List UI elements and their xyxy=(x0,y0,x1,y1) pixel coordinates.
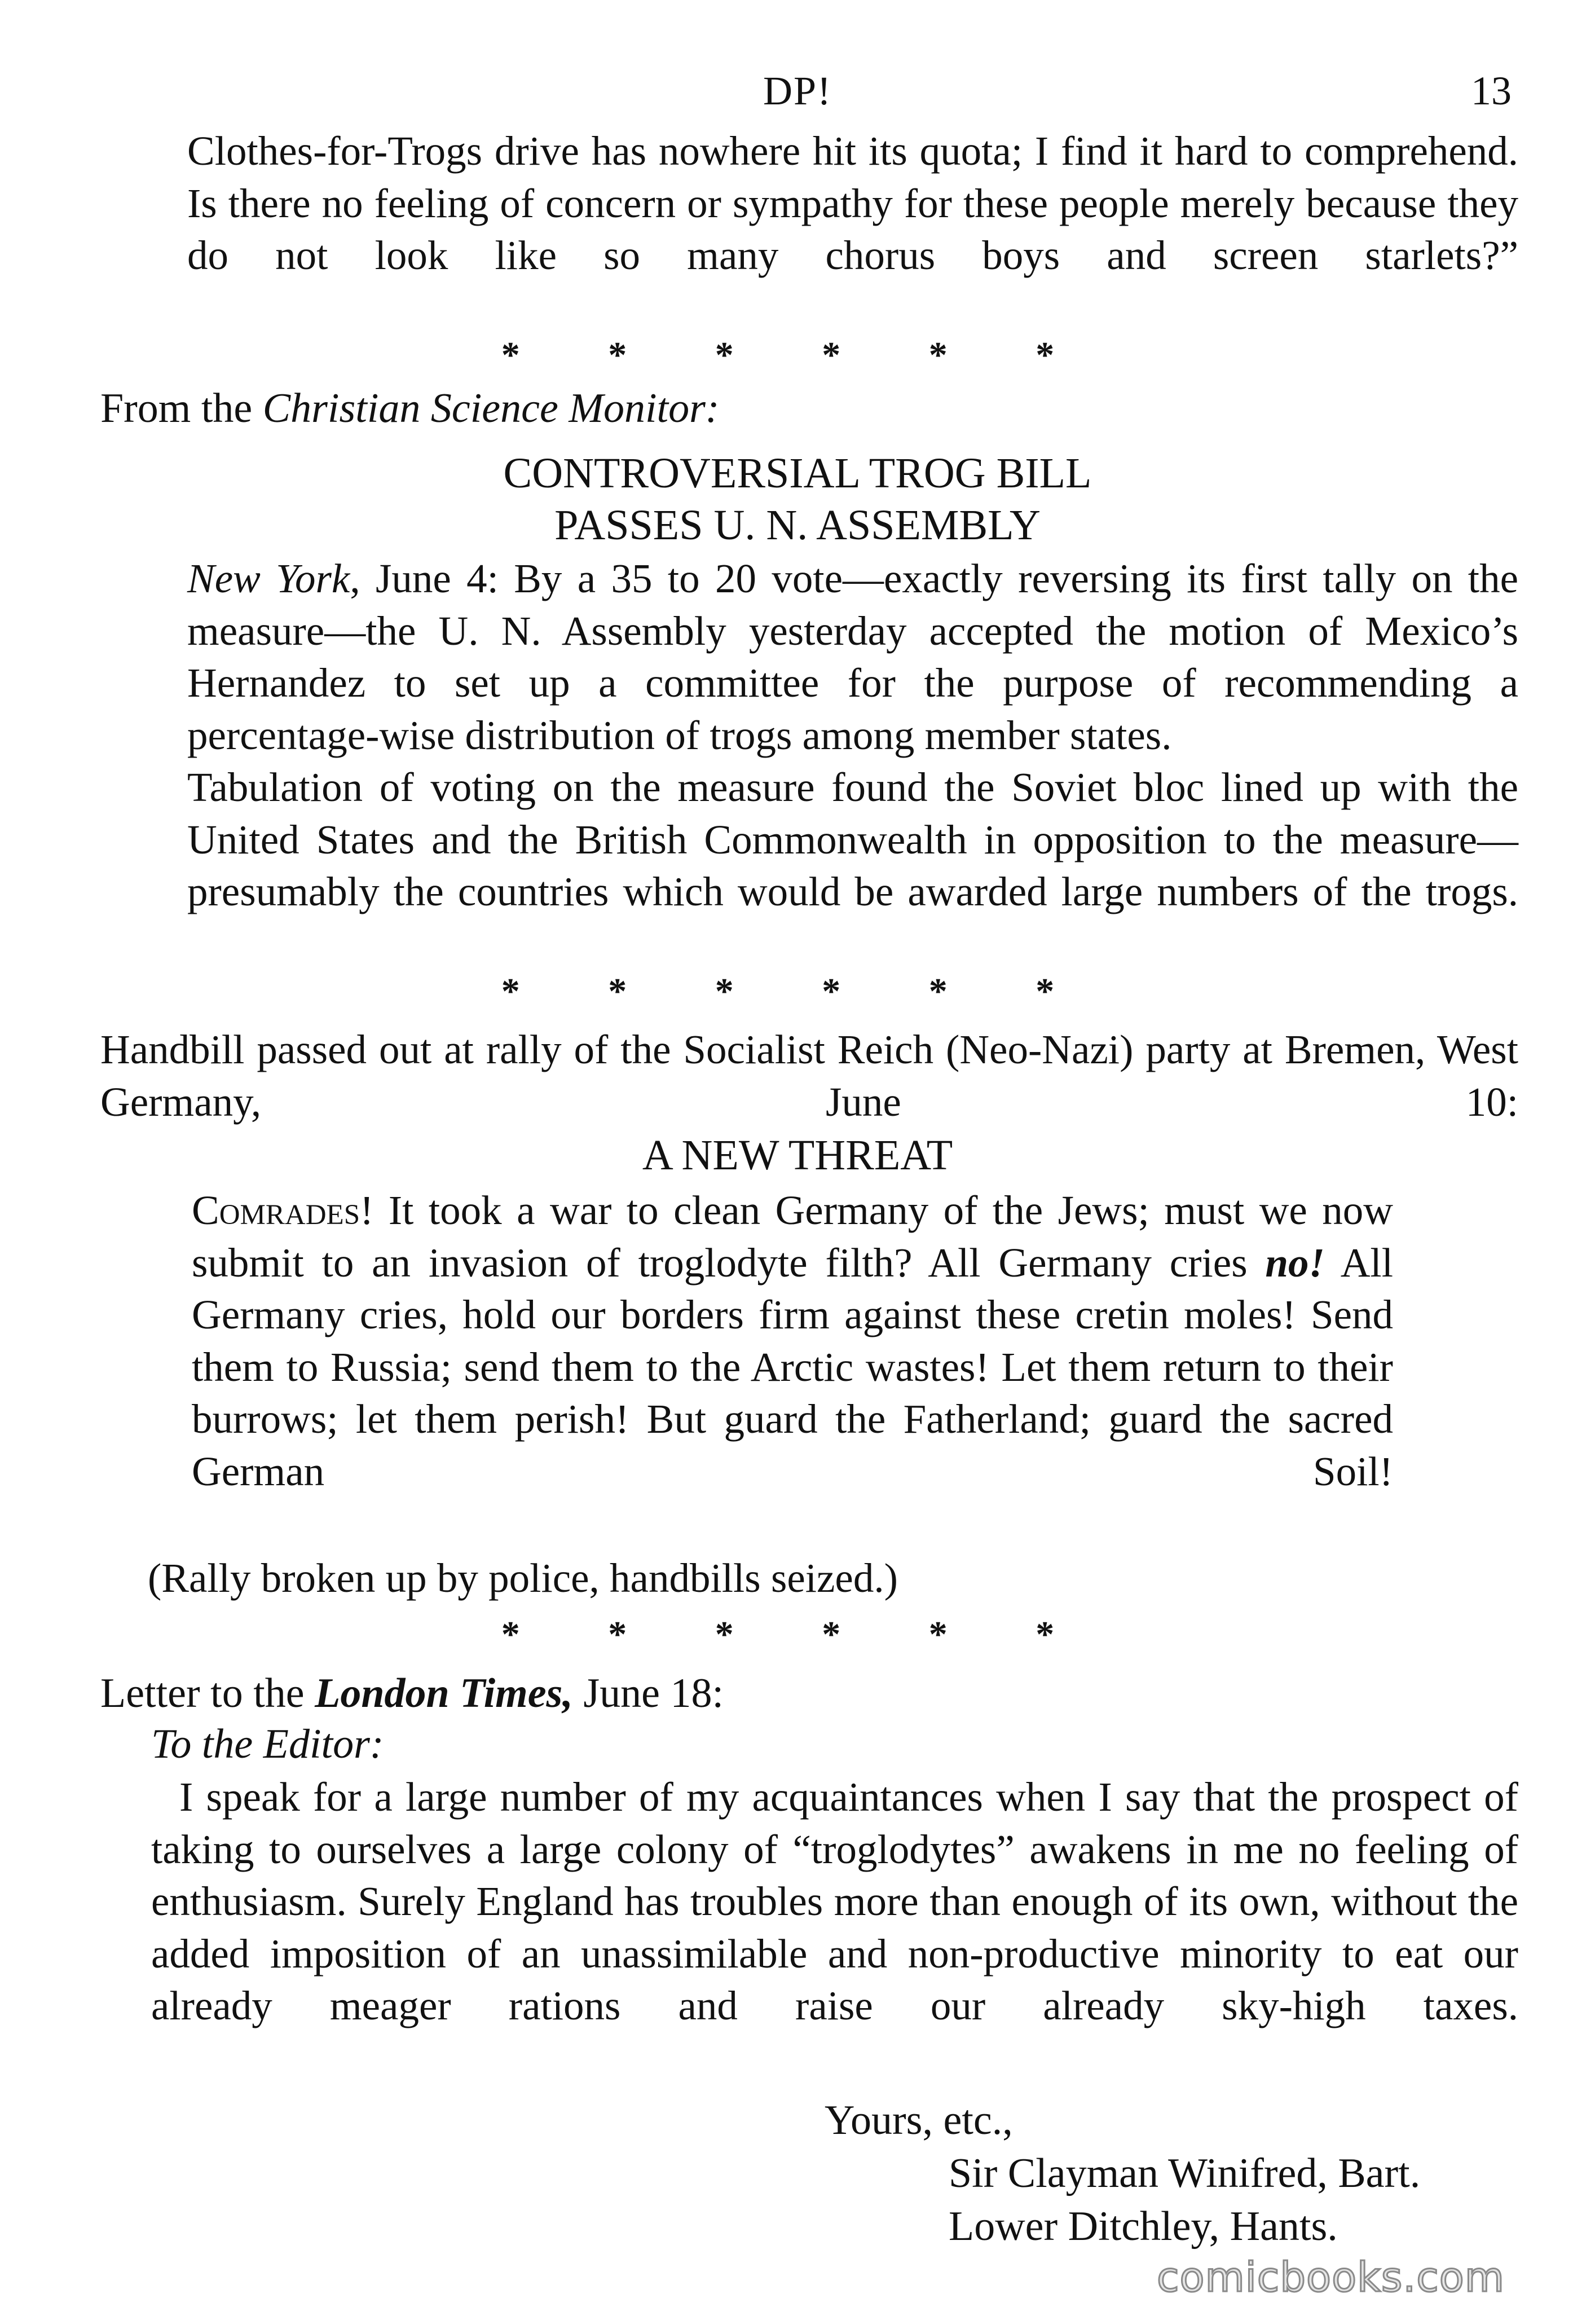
opening-paragraph xyxy=(187,125,1518,334)
section-separator: * * * * * * xyxy=(501,334,1094,376)
letter-closing: Yours, etc., xyxy=(825,2097,1013,2143)
times-source-prefix: Letter to the xyxy=(100,1670,315,1716)
monitor-source-name: Christian Science Monitor: xyxy=(262,385,720,432)
handbill-intro-text: Handbill passed out at rally of the Socialist Reich (Neo-Nazi) party at Bremen, West Germany, June 10: xyxy=(100,1027,1518,1125)
section-separator: * * * * * * xyxy=(501,1614,1094,1655)
watermark: comicbooks.com xyxy=(1156,2253,1505,2301)
signature-place: Lower Ditchley, Hants. xyxy=(949,2203,1338,2250)
times-letter xyxy=(151,1771,1518,2084)
monitor-dateline: New York xyxy=(187,556,350,601)
times-letter-body: I speak for a large number of my acquaintances when I say that the prospect of taking to ourselves a large colony of “troglodytes” awakens in me no feeling of enthusiasm. Surely England has troubles more than enough of its own, without the added imposition of an unassimilable and non-productive minority to eat our already meager rations and raise our already sky-high taxes. xyxy=(151,1774,1518,2028)
times-source-suffix: June 18: xyxy=(572,1670,724,1716)
opening-paragraph-text: Clothes-for-Trogs drive has nowhere hit its quota; I find it hard to comprehend. Is there no feeling of concern or sympathy for these people merely because they do not look like so many chorus boys and screen starlets?” xyxy=(187,128,1518,278)
page-number: 13 xyxy=(1471,68,1512,113)
running-head-title: DP! xyxy=(763,68,832,113)
monitor-headline-line2: PASSES U. N. ASSEMBLY xyxy=(554,501,1041,549)
monitor-paragraph-1 xyxy=(187,553,1518,762)
times-source-name: London Times, xyxy=(315,1670,573,1716)
monitor-article xyxy=(187,553,1518,970)
handbill-headline: A NEW THREAT xyxy=(642,1132,953,1179)
monitor-headline-line1: CONTROVERSIAL TROG BILL xyxy=(503,450,1092,497)
section-separator: * * * * * * xyxy=(501,971,1094,1012)
signature-name: Sir Clayman Winifred, Bart. xyxy=(949,2150,1421,2197)
monitor-paragraph-1-text: , June 4: By a 35 to 20 vote—exactly reversing its first tally on the measure—the U. N. Assembly yesterday accepted the motion of Mexico’s Hernandez to set up a committee for the purpose of recommending a percentage-wise distribution of trogs among member states. xyxy=(187,556,1518,758)
handbill-quote xyxy=(192,1185,1393,1550)
handbill-salutation: Comrades! xyxy=(192,1187,374,1233)
monitor-paragraph-2: Tabulation of voting on the measure found the Soviet bloc lined up with the United States and the British Commonwealth in opposition to the measure—presumably the countries which would be awarded large numbers of the trogs. xyxy=(187,764,1518,914)
handbill-emphasis: no! xyxy=(1265,1239,1325,1286)
handbill-text-part1: It took a war to clean Germany of the Jews; must we now submit to an invasion of troglodyte filth? All Germany cries xyxy=(192,1187,1393,1286)
monitor-source-prefix: From the xyxy=(100,385,263,432)
times-salutation: To the Editor: xyxy=(151,1721,384,1767)
handbill-note: (Rally broken up by police, handbills seized.) xyxy=(148,1555,898,1601)
handbill-text xyxy=(192,1185,1393,1550)
handbill-text-part2: All Germany cries, hold our borders firm against these cretin moles! Send them to Russia; send them to the Arctic wastes! Let them return to their burrows; let them perish! But guard the Fatherland; guard the sacred German Soil! xyxy=(192,1239,1393,1494)
monitor-source-line xyxy=(100,385,720,433)
times-source-line xyxy=(100,1670,724,1718)
